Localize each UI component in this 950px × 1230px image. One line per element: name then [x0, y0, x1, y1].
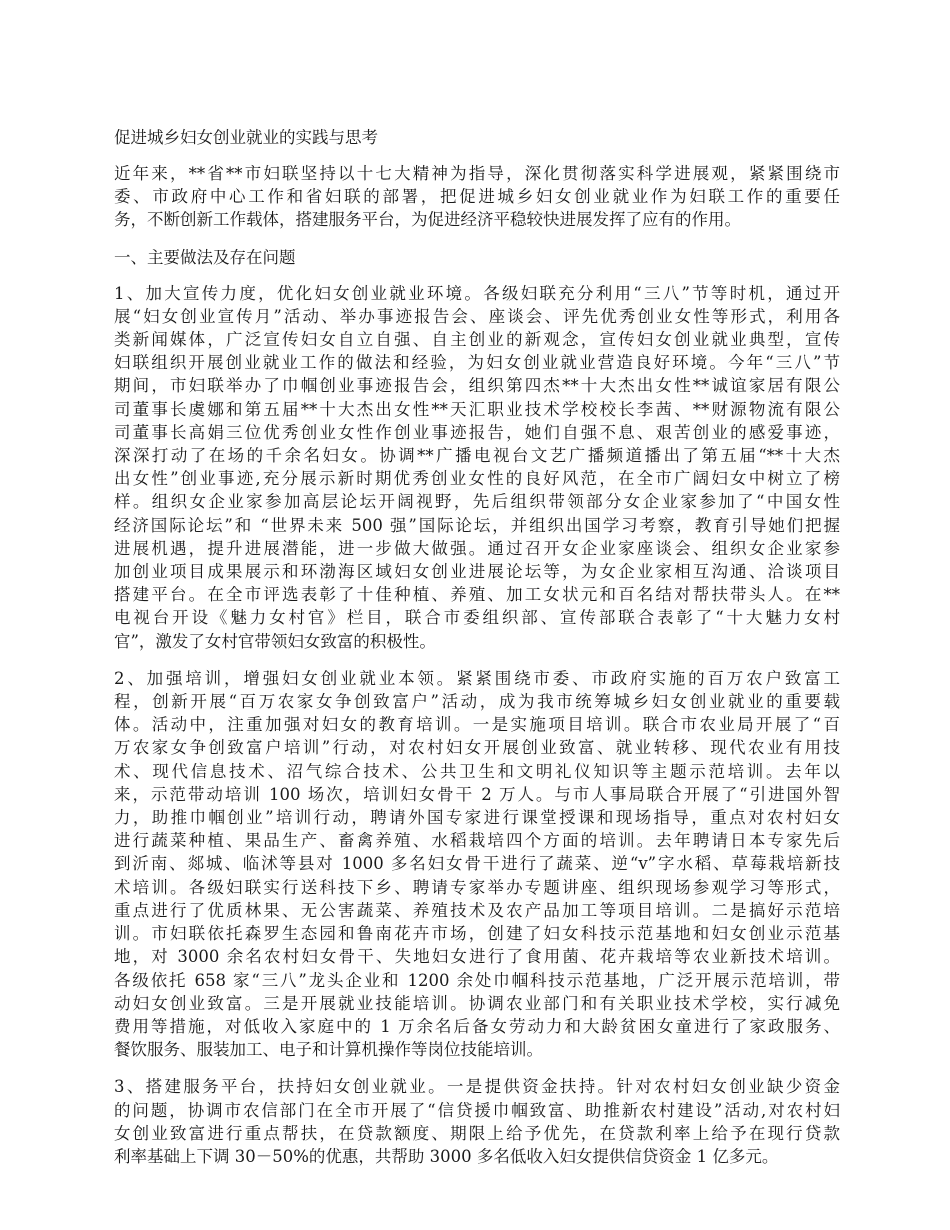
text-line: 力，助推巾帼创业”培训行动，聘请外国专家进行课堂授课和现场指导，重点对农村妇女 [114, 808, 840, 828]
text-line: 训。市妇联依托森罗生态园和鲁南花卉市场，创建了妇女科技示范基地和妇女创业示范基 [114, 924, 840, 944]
text-line: 程，创新开展“百万农家女争创致富户”活动，成为我市统筹城乡妇女创业就业的重要载 [114, 692, 840, 712]
text-line: 进展机遇，提升进展潜能，进一步做大做强。通过召开女企业家座谈会、组织女企业家参 [114, 538, 840, 558]
text-line: 官”，激发了女村官带领妇女致富的积极性。 [114, 631, 436, 651]
text-line: 重点进行了优质林果、无公害蔬菜、养殖技术及农产品加工等项目培训。二是搞好示范培 [114, 900, 840, 920]
text-line: 司董事长虞娜和第五届**十大杰出女性**天汇职业技术学校校长李茜、**财源物流有限公 [114, 399, 840, 419]
text-line: 动妇女创业致富。三是开展就业技能培训。协调农业部门和有关职业技术学校，实行减免 [114, 993, 840, 1013]
text-line: 样。组织女企业家参加高层论坛开阔视野，先后组织带领部分女企业家参加了“中国女性 [114, 492, 840, 512]
text-line: 务，不断创新工作载体，搭建服务平台，为促进经济平稳较快进展发挥了应有的作用。 [114, 210, 741, 230]
text-line: 体。活动中，注重加强对妇女的教育培训。一是实施项目培训。联合市农业局开展了“百 [114, 715, 840, 735]
text-line: 的问题，协调市农信部门在全市开展了“信贷援巾帼致富、助推新农村建设”活动,对农村妇 [114, 1100, 840, 1120]
text-line: 司董事长高娟三位优秀创业女性作创业事迹报告，她们自强不息、艰苦创业的感爱事迹， [114, 422, 840, 442]
text-line: 1、加大宣传力度，优化妇女创业就业环境。各级妇联充分利用“三八”节等时机，通过开 [114, 283, 840, 303]
text-line: 来，示范带动培训 100 场次，培训妇女骨干 2 万人。与市人事局联合开展了“引进国外智 [114, 784, 840, 804]
text-line: 地，对 3000 余名农村妇女骨干、失地妇女进行了食用菌、花卉栽培等农业新技术培训。 [114, 947, 840, 967]
paragraph-2 [114, 667, 840, 1061]
text-line: 2、加强培训，增强妇女创业就业本领。紧紧围绕市委、市政府实施的百万农户致富工 [114, 668, 840, 688]
text-line: 3、搭建服务平台，扶持妇女创业就业。一是提供资金扶持。针对农村妇女创业缺少资金 [114, 1077, 840, 1097]
text-line: 搭建平台。在全市评选表彰了十佳种植、养殖、加工女状元和百名结对帮扶带头人。在** [114, 585, 840, 605]
document-title: 促进城乡妇女创业就业的实践与思考 [114, 128, 378, 147]
text-line: 委、市政府中心工作和省妇联的部署，把促进城乡妇女创业就业作为妇联工作的重要任 [114, 187, 840, 207]
text-line: 期间，市妇联举办了巾帼创业事迹报告会，组织第四杰**十大杰出女性**诚谊家居有限公 [114, 376, 840, 396]
section-heading: 一、主要做法及存在问题 [114, 247, 296, 267]
text-line: 电视台开设《魅力女村官》栏目，联合市委组织部、宣传部联合表彰了“十大魅力女村 [114, 608, 840, 628]
text-line: 餐饮服务、服装加工、电子和计算机操作等岗位技能培训。 [114, 1040, 543, 1060]
text-line: 加创业项目成果展示和环渤海区域妇女创业进展论坛等，为女企业家相互沟通、洽谈项目 [114, 562, 840, 582]
text-line: 出女性”创业事迹,充分展示新时期优秀创业女性的良好风范，在全市广阔妇女中树立了榜 [114, 469, 840, 489]
text-line: 术、现代信息技术、沼气综合技术、公共卫生和文明礼仪知识等主题示范培训。去年以 [114, 761, 840, 781]
paragraph-1 [114, 282, 840, 653]
text-line: 展“妇女创业宣传月”活动、举办事迹报告会、座谈会、评先优秀创业女性等形式，利用各 [114, 306, 840, 326]
text-line: 利率基础上下调 30－50%的优惠，共帮助 3000 多名低收入妇女提供信贷资金 1 亿多元。 [114, 1146, 779, 1166]
document-page [114, 118, 840, 1182]
text-line: 女创业致富进行重点帮扶，在贷款额度、期限上给予优先，在贷款利率上给予在现行贷款 [114, 1123, 840, 1143]
text-line: 各级依托 658 家“三八”龙头企业和 1200 余处巾帼科技示范基地，广泛开展示范培训，带 [114, 970, 840, 990]
text-line: 进行蔬菜种植、果品生产、畜禽养殖、水稻栽培四个方面的培训。去年聘请日本专家先后 [114, 831, 840, 851]
paragraph-3 [114, 1075, 840, 1168]
text-line: 术培训。各级妇联实行送科技下乡、聘请专家举办专题讲座、组织现场参观学习等形式， [114, 877, 840, 897]
text-line: 类新闻媒体，广泛宣传妇女自立自强、自主创业的新观念，宣传妇女创业就业典型，宣传 [114, 330, 840, 350]
text-line: 妇联组织开展创业就业工作的做法和经验，为妇女创业就业营造良好环境。今年“三八”节 [114, 353, 840, 373]
text-line: 万农家女争创致富户培训”行动，对农村妇女开展创业致富、就业转移、现代农业有用技 [114, 738, 840, 758]
text-line: 到沂南、郯城、临沭等县对 1000 多名妇女骨干进行了蔬菜、逆“v”字水稻、草莓栽培新技 [114, 854, 840, 874]
text-line: 深深打动了在场的千余名妇女。协调**广播电视台文艺广播频道播出了第五届“**十大杰 [114, 446, 840, 466]
intro-paragraph [114, 162, 840, 232]
text-line: 费用等措施，对低收入家庭中的 1 万余名后备女劳动力和大龄贫困女童进行了家政服务、 [114, 1016, 840, 1036]
text-line: 经济国际论坛”和 “世界未来 500 强”国际论坛，并组织出国学习考察，教育引导她们把握 [114, 515, 840, 535]
text-line: 近年来，**省**市妇联坚持以十七大精神为指导，深化贯彻落实科学进展观，紧紧围绕市 [114, 164, 840, 183]
